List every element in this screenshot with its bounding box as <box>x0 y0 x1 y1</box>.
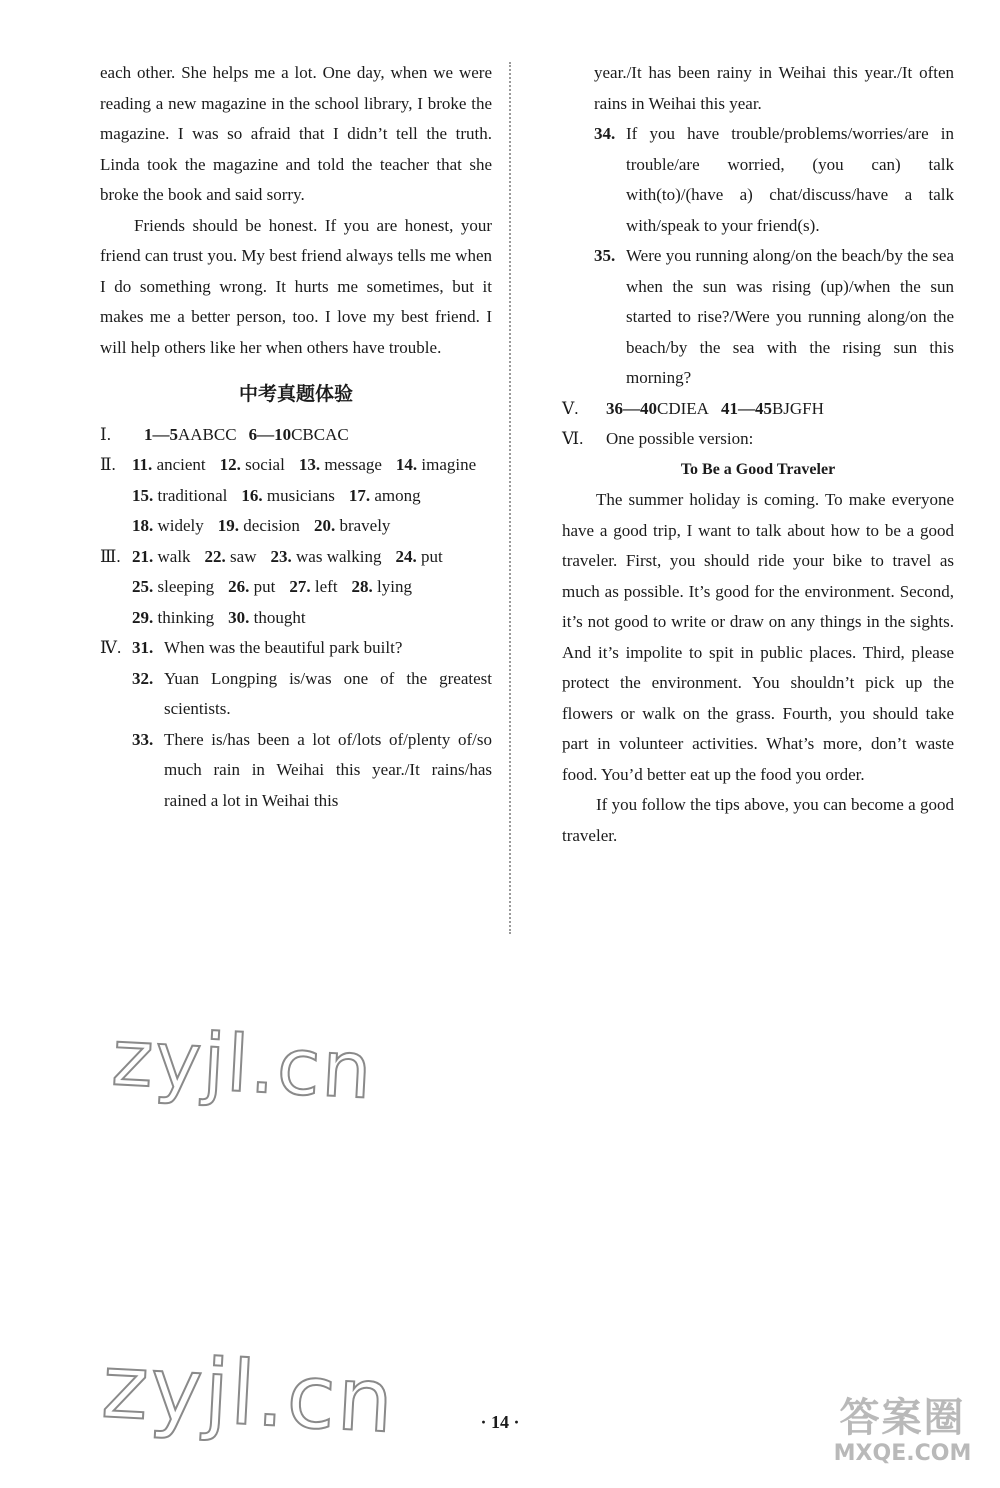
section-1-answers <box>100 420 492 451</box>
answer-word: thought <box>253 607 306 627</box>
word-answer <box>228 603 305 634</box>
answer-word: lying <box>377 577 412 596</box>
answer-word: among <box>374 485 421 505</box>
essay-title: To Be a Good Traveler <box>680 460 836 478</box>
answer-word: musicians <box>266 485 335 505</box>
answer-key: CBCAC <box>291 424 349 444</box>
question-number: 32. <box>132 668 154 688</box>
word-answer <box>132 542 191 573</box>
answer-key: BJGFH <box>771 398 824 418</box>
section-2-answers <box>100 450 492 542</box>
question-number: 31. <box>132 638 154 657</box>
answer-word: decision <box>243 516 300 535</box>
friends-paragraph: Friends should be honest. If you are honest, your friend can trust you. My best friend always tells me when I do something wrong. It hurts me sometimes, but it makes me a better person, too. I love my best friend. I will help others like her when others have trouble. <box>100 215 492 357</box>
question-number: 33. <box>132 729 154 749</box>
question-number: 18. <box>132 516 154 535</box>
version-label: One possible version: <box>606 429 754 448</box>
question-answer: When was the beautiful park built? <box>164 638 403 657</box>
word-answer <box>352 572 412 603</box>
answer-word: traditional <box>157 485 228 505</box>
roman-numeral: Ⅲ. <box>100 546 121 566</box>
word-answer <box>241 481 335 512</box>
question-31 <box>100 633 492 664</box>
question-number: 22. <box>204 546 226 566</box>
range-label: 36—40 <box>606 398 657 418</box>
question-number: 21. <box>132 546 154 566</box>
question-number: 26. <box>228 577 250 596</box>
page-number: · 14 · <box>480 1412 520 1432</box>
word-answer <box>228 572 275 603</box>
question-number: 24. <box>395 546 417 566</box>
question-35 <box>562 241 954 394</box>
question-number: 17. <box>348 485 371 505</box>
answer-word: put <box>253 577 276 596</box>
corner-watermark-cn: 答案圈 <box>839 1395 966 1441</box>
word-answer <box>132 450 206 481</box>
word-answer <box>205 542 257 573</box>
word-answer <box>132 603 214 634</box>
question-answer: Were you running along/on the beach/by the sea when the sun was rising (up)/when the sun started to rise?/Were you running along/on the beach/by the sea with the rising sun this morning? <box>626 246 954 387</box>
section-6-label <box>562 424 954 455</box>
question-number: 13. <box>298 455 321 474</box>
question-number: 23. <box>270 546 292 566</box>
answer-word: sleeping <box>157 577 215 596</box>
word-answer <box>132 572 214 603</box>
answer-key: CDIEA <box>657 398 709 418</box>
intro-paragraph: each other. She helps me a lot. One day, when we were reading a new magazine in the school library, I broke the magazine. I was so afraid that I didn’t tell the truth. Linda took the magazine and told the teacher that she broke the book and said sorry. <box>100 63 492 204</box>
question-34 <box>562 119 954 241</box>
word-answer <box>132 511 204 542</box>
roman-numeral: Ⅳ. <box>100 638 122 657</box>
question-number: 35. <box>594 246 616 265</box>
range-label: 41—45 <box>720 398 772 418</box>
question-number: 16. <box>241 485 263 505</box>
answer-word: walk <box>157 546 191 566</box>
word-answer <box>220 450 285 481</box>
section-title: 中考真题体验 <box>238 383 353 405</box>
question-number: 29. <box>132 607 154 627</box>
word-answer <box>289 572 337 603</box>
question-32 <box>100 664 492 725</box>
range-label: 1—5 <box>144 424 178 444</box>
question-number: 25. <box>132 577 154 596</box>
left-column <box>100 58 492 816</box>
roman-numeral: Ⅴ. <box>562 398 579 418</box>
corner-watermark-en: MXQE.COM <box>833 1441 972 1466</box>
question-number: 34. <box>594 124 616 143</box>
roman-numeral: Ⅱ. <box>100 455 116 474</box>
word-answer <box>299 450 382 481</box>
answer-word: thinking <box>157 607 215 627</box>
word-answer <box>271 542 382 573</box>
word-answer <box>218 511 300 542</box>
word-answer <box>396 450 476 481</box>
section-3-answers <box>100 542 492 634</box>
question-answer: year./It has been rainy in Weihai this year./It often rains in Weihai this year. <box>594 63 954 113</box>
question-number: 11. <box>132 455 153 474</box>
answer-word: social <box>245 455 285 474</box>
watermark-bottom: zyjl.cn <box>99 1334 398 1453</box>
essay-conclusion: If you follow the tips above, you can become a good traveler. <box>562 795 954 845</box>
roman-numeral: Ⅰ. <box>100 424 111 444</box>
question-33 <box>100 725 492 817</box>
question-33-continued <box>562 58 954 119</box>
question-number: 28. <box>351 577 373 596</box>
section-5-answers <box>562 394 954 425</box>
answer-word: put <box>420 546 443 566</box>
word-answer-list <box>132 450 492 542</box>
question-number: 20. <box>313 516 336 535</box>
word-answer-list <box>132 542 492 634</box>
essay-paragraph: The summer holiday is coming. To make everyone have a good trip, I want to talk about how to be a good traveler. First, you should ride your bike to travel as much as possible. It’s good for the environment. Second, it’s not good to write or draw on any things in the sights. And it’s impolite to spit in public places. Third, please protect the environment. You shouldn’t pick up the flowers or walk on the grass. Fourth, you should take part in volunteer activities. What’s more, don’t waste food. You’d better eat up the food you order. <box>562 490 954 784</box>
word-answer <box>395 542 442 573</box>
answer-word: bravely <box>339 516 391 535</box>
question-answer: There is/has been a lot of/lots of/plenty of/so much rain in Weihai this year./It rains/has rained a lot in Weihai this <box>164 729 492 810</box>
question-number: 19. <box>217 516 240 535</box>
range-label: 6—10 <box>248 424 292 444</box>
answer-word: imagine <box>421 455 477 474</box>
column-divider <box>509 62 511 934</box>
answer-key: AABCC <box>178 424 237 444</box>
question-number: 12. <box>219 455 241 474</box>
answer-word: was walking <box>296 546 382 566</box>
question-answer: If you have trouble/problems/worries/are in trouble/are worried, (you can) talk with(to)/(have a) chat/discuss/have a talk with/speak to your friend(s). <box>626 124 954 235</box>
answer-word: left <box>314 577 338 596</box>
question-number: 14. <box>395 455 418 474</box>
answer-word: message <box>324 455 382 474</box>
word-answer <box>349 481 421 512</box>
word-answer <box>314 511 390 542</box>
watermark-top: zyjl.cn <box>109 1013 376 1117</box>
answer-word: saw <box>230 546 257 566</box>
question-number: 27. <box>289 577 311 596</box>
question-number: 30. <box>228 607 250 627</box>
question-answer: Yuan Longping is/was one of the greatest scientists. <box>164 668 492 718</box>
corner-watermark <box>820 1395 985 1475</box>
word-answer <box>132 481 227 512</box>
answer-word: widely <box>157 516 204 535</box>
roman-numeral: Ⅵ. <box>562 429 584 448</box>
right-column <box>562 58 954 851</box>
answer-word: ancient <box>156 455 206 474</box>
question-number: 15. <box>132 485 154 505</box>
